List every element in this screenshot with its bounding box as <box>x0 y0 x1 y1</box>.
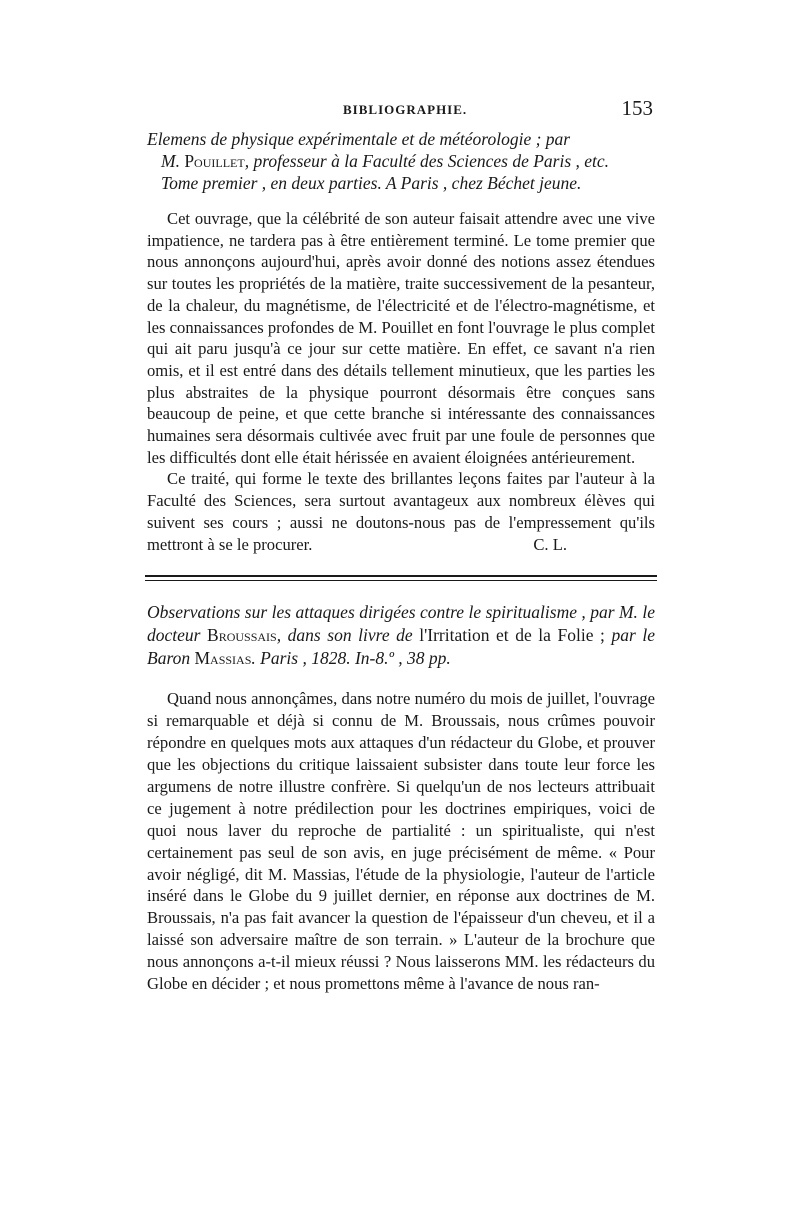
book-page <box>147 96 655 995</box>
review-pouillet <box>147 128 655 555</box>
heading-prefix: M. <box>161 151 185 171</box>
paragraph-text: Ce traité, qui forme le texte des brillantes leçons faites par l'auteur à la Faculté des Sciences, sera surtout avantageux aux nombreux élèves qui suivent ses cours ; aussi ne doutons-nous pas de l'empressement qu'ils mettront à se le procurer. <box>147 469 655 554</box>
review-heading <box>147 128 655 194</box>
review-body <box>147 208 655 555</box>
heading-line-3: Tome premier , en deux parties. A Paris , chez Béchet jeune. <box>161 173 582 193</box>
signature: C. L. <box>533 534 567 554</box>
divider-thick-line <box>145 575 657 577</box>
paragraph: Cet ouvrage, que la célébrité de son auteur faisait attendre avec une vive impatience, ne tardera pas à être entièrement terminé. Le tome premier que nous annonçons aujourd'hui, après avoir donné des notions assez étendues sur toutes les propriétés de la matière, traite successivement de la pesanteur, de la chaleur, du magnétisme, de l'électricité et de l'électro-magnétisme, et les connaissances profondes de M. Pouillet en font l'ouvrage le plus complet qui ait paru jusqu'à ce jour sur cette matière. En effet, ce savant n'a rien omis, et il est entré dans des détails tellement minutieux, que les parties les plus abstraites de la physique pourront désormais être conçues sans beaucoup de peine, et que cette branche si intéressante des connaissances humaines sera désormais cultivée avec fruit par une foule de personnes que les difficultés dont elle était hérissée en avaient éloignées antérieurement. <box>147 209 655 467</box>
author-name-2: Massias <box>194 648 252 669</box>
heading-part-2: , dans son livre de <box>276 625 420 646</box>
author-name: Pouillet <box>184 151 245 171</box>
heading-part-3: par le Baron <box>147 625 655 669</box>
page-number: 153 <box>621 96 653 120</box>
author-name: Broussais <box>207 625 277 646</box>
divider-thin-line <box>145 580 657 581</box>
book-title: l'Irritation et de la Folie ; <box>419 625 605 646</box>
paragraph <box>147 468 655 555</box>
review-massias <box>147 601 655 995</box>
heading-line-2 <box>147 150 655 172</box>
paragraph: Quand nous annonçâmes, dans notre numéro du mois de juillet, l'ouvrage si remarquable et déjà si connu de M. Broussais, nous crûmes pouvoir répondre en quelques mots aux attaques d'un rédacteur du Globe, et prouver que les objections du critique laissaient subsister dans toute leur force les argumens de notre illustre confrère. Si quelqu'un de nos lecteurs attribuait ce jugement à notre prédilection pour les doctrines empiriques, voici de quoi nous laver du reproche de partialité : un spiritualiste, qui n'est certainement pas seul de son avis, en juge précisément de même. « Pour avoir négligé, dit M. Massias, l'étude de la physiologie, l'auteur de l'article inséré dans le Globe du 9 juillet dernier, en réponse aux doctrines de M. Broussais, n'a pas fait avancer la question de l'épaisseur d'un cheveu, et il a laissé son adversaire maître de son terrain. » L'auteur de la brochure que nous annonçons a-t-il mieux réussi ? Nous laisserons MM. les rédacteurs du Globe en décider ; et nous promettons même à l'avance de nous ran- <box>147 689 655 994</box>
heading-suffix: , professeur à la Faculté des Sciences de Paris , etc. <box>244 151 610 171</box>
review-body <box>147 688 655 995</box>
running-head <box>147 96 655 124</box>
heading-part-1: Observations sur les attaques dirigées contre le spiritualisme , par M. le docteur <box>147 602 655 646</box>
heading-line-1: Elemens de physique expérimentale et de météorologie ; par <box>147 129 571 149</box>
heading-part-4: . Paris , 1828. In-8.º , 38 pp. <box>251 648 451 669</box>
section-divider <box>147 575 655 581</box>
review-heading <box>147 601 655 670</box>
running-title: BIBLIOGRAPHIE. <box>343 102 468 117</box>
